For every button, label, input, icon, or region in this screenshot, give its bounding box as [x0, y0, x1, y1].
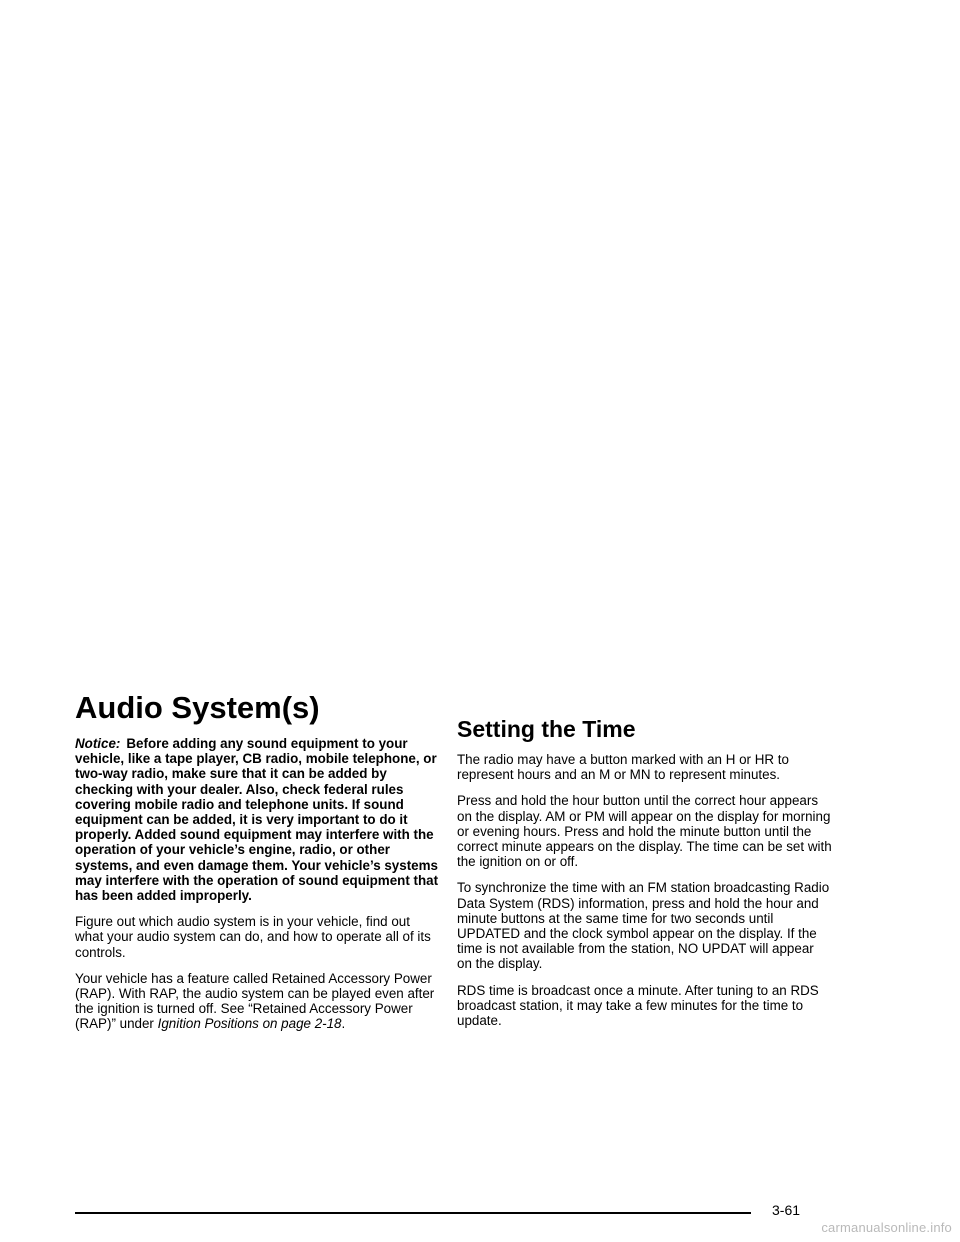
audio-paragraph-2 — [75, 971, 440, 1032]
time-paragraph-2: Press and hold the hour button until the correct hour appears on the display. AM or PM will appear on the display for morning or evening hours. Press and hold the minute button until the correct minute appears on the display. The time can be set with the ignition on or off. — [457, 793, 832, 870]
audio-paragraph-2-end: . — [341, 1016, 346, 1032]
time-paragraph-1: The radio may have a button marked with an H or HR to represent hours and an M or MN to represent minutes. — [457, 752, 789, 783]
time-paragraph-3: To synchronize the time with an FM station broadcasting Radio Data System (RDS) information, press and hold the hour and minute buttons at the same time for two seconds until UPDATED and the clock symbol appear on the display. If the time is not available from the station, NO UPDAT will appear on the display. — [457, 880, 830, 972]
notice-paragraph — [75, 736, 440, 903]
audio-paragraph-2-text: Your vehicle has a feature called Retained Accessory Power (RAP). With RAP, the audio system can be played even after the ignition is turned off. See “Retained Accessory Power (RAP)” under — [75, 970, 435, 1032]
section-title-setting-the-time: Setting the Time — [457, 716, 636, 742]
footer-rule — [75, 1212, 751, 1214]
notice-text: Before adding any sound equipment to your vehicle, like a tape player, CB radio, mobile telephone, or two-way radio, make sure that it can be added by checking with your dealer. Also, check federal rules covering mobile radio and telephone units. If sound equipment can be added, it is very important to do it properly. Added sound equipment may interfere with the operation of your vehicle’s engine, radio, or other systems, and even damage them. Your vehicle’s systems may interfere with the operation of sound equipment that has been added improperly. — [75, 736, 439, 904]
right-column — [457, 688, 832, 1039]
left-column — [75, 688, 440, 1043]
section-title-audio-systems: Audio System(s) — [75, 690, 320, 725]
audio-paragraph-1: Figure out which audio system is in your vehicle, find out what your audio system can do, and how to operate all of its controls. — [75, 914, 431, 960]
time-paragraph-4: RDS time is broadcast once a minute. After tuning to an RDS broadcast station, it may take a few minutes for the time to update. — [457, 982, 819, 1029]
ignition-positions-reference: Ignition Positions on page 2-18 — [157, 1016, 342, 1032]
page-number: 3-61 — [772, 1202, 801, 1218]
notice-label: Notice: — [75, 736, 121, 751]
watermark: carmanualsonline.info — [821, 1220, 952, 1235]
